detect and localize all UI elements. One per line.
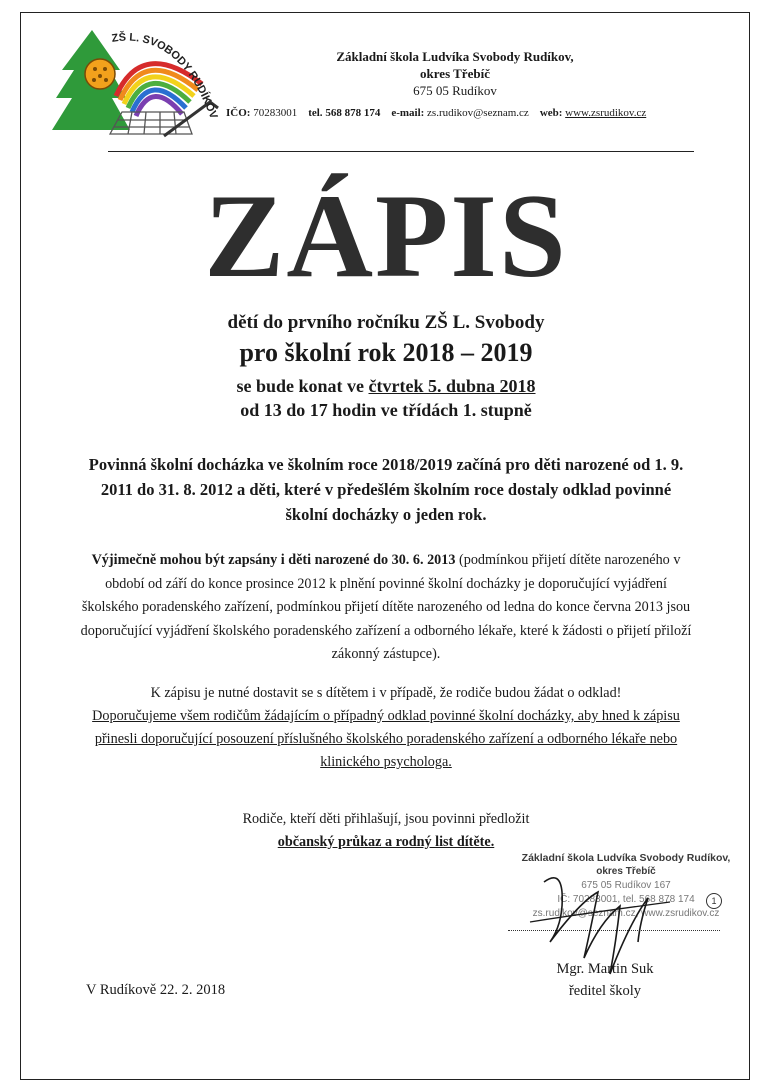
stamp-line4: IČ: 70283001, tel. 568 878 174: [557, 894, 695, 905]
stamp-line2: okres Třebíč: [596, 866, 656, 877]
subtitle-line1: dětí do prvního ročníku ZŠ L. Svobody: [227, 312, 545, 333]
tel-label: tel.: [308, 107, 323, 119]
paragraph-deferral-line1: K zápisu je nutné dostavit se s dítětem i v případě, že rodiče budou žádat o odklad!: [150, 685, 622, 701]
paragraph-exceptions: [80, 549, 692, 667]
school-address: 675 05 Rudíkov: [413, 83, 497, 98]
subtitle-line3: [0, 376, 772, 397]
contact-line: [226, 107, 686, 119]
header-divider: [108, 151, 694, 152]
stamp-line5: zs.rudikov@seznam.cz, www.zsrudikov.cz: [532, 908, 720, 919]
stamp-number: 1: [706, 893, 722, 909]
web-label: web:: [539, 107, 563, 119]
signer-role: ředitel školy: [568, 983, 642, 999]
tel-value: 568 878 174: [325, 107, 381, 119]
required-documents: občanský průkaz a rodný list dítěte.: [277, 834, 495, 850]
paragraph-deferral: [80, 682, 692, 774]
school-district: okres Třebíč: [420, 66, 490, 81]
paragraph-exceptions-bold: Výjimečně mohou být zapsány i děti narozené do 30. 6. 2013: [91, 552, 456, 568]
stamp-line1: Základní škola Ludvíka Svobody Rudíkov,: [521, 852, 731, 864]
paragraph-compulsory-attendance: Povinná školní docházka ve školním roce 2018/2019 začíná pro děti narozené od 1. 9. 2011 do 31. 8. 2012 a děti, které v předešlém školním roce dostaly odklad povinné školní docházky o jeden rok.: [88, 455, 684, 524]
enrollment-date: čtvrtek 5. dubna 2018: [368, 376, 536, 396]
document-date: V Rudíkově 22. 2. 2018: [86, 982, 226, 998]
stamp-line3: 675 05 Rudíkov 167: [581, 880, 671, 891]
paragraph-documents: [80, 808, 692, 854]
signer-name: Mgr. Martin Suk: [556, 961, 654, 977]
school-logo: [52, 24, 224, 144]
email-value[interactable]: zs.rudikov@seznam.cz: [427, 107, 529, 119]
school-name: Základní škola Ludvíka Svobody Rudíkov,: [336, 49, 574, 64]
email-label: e-mail:: [391, 107, 425, 119]
subtitle-line2: pro školní rok 2018 – 2019: [239, 338, 533, 367]
logo-arc-text: ZŠ L. SVOBODY RUDÍKOV: [110, 31, 220, 121]
paragraph-deferral-recommendation: Doporučujeme všem rodičům žádajícím o případný odklad povinné školní docházky, aby hned k zápisu přinesli doporučující posouzení příslušného školského poradenského zařízení a odborného lékaře nebo klinického psychologa.: [92, 708, 680, 770]
signer-block: [520, 958, 690, 1002]
ico-value: 70283001: [253, 107, 298, 119]
subtitle-line3-prefix: se bude konat ve: [236, 376, 369, 396]
paragraph-exceptions-rest: (podmínkou přijetí dítěte narozeného v období od září do konce prosince 2012 k plnění povinné školní docházky je doporučující vyjádření školského poradenského zařízení, podmínkou přijetí dítěte narozeného od ledna do konce června 2013 jsou doporučující vyjádření školského poradenského zařízení a odborného lékaře, které k žádosti o přijetí přiloží zákonný zástupce).: [80, 552, 692, 662]
page-title: ZÁPIS: [204, 169, 568, 302]
paragraph-documents-line1: Rodiče, kteří děti přihlašují, jsou povinni předložit: [242, 811, 530, 827]
school-header: [220, 48, 690, 99]
web-link[interactable]: www.zsrudikov.cz: [565, 107, 647, 119]
ico-label: IČO:: [226, 107, 251, 119]
subtitle-line4: od 13 do 17 hodin ve třídách 1. stupně: [240, 400, 532, 420]
